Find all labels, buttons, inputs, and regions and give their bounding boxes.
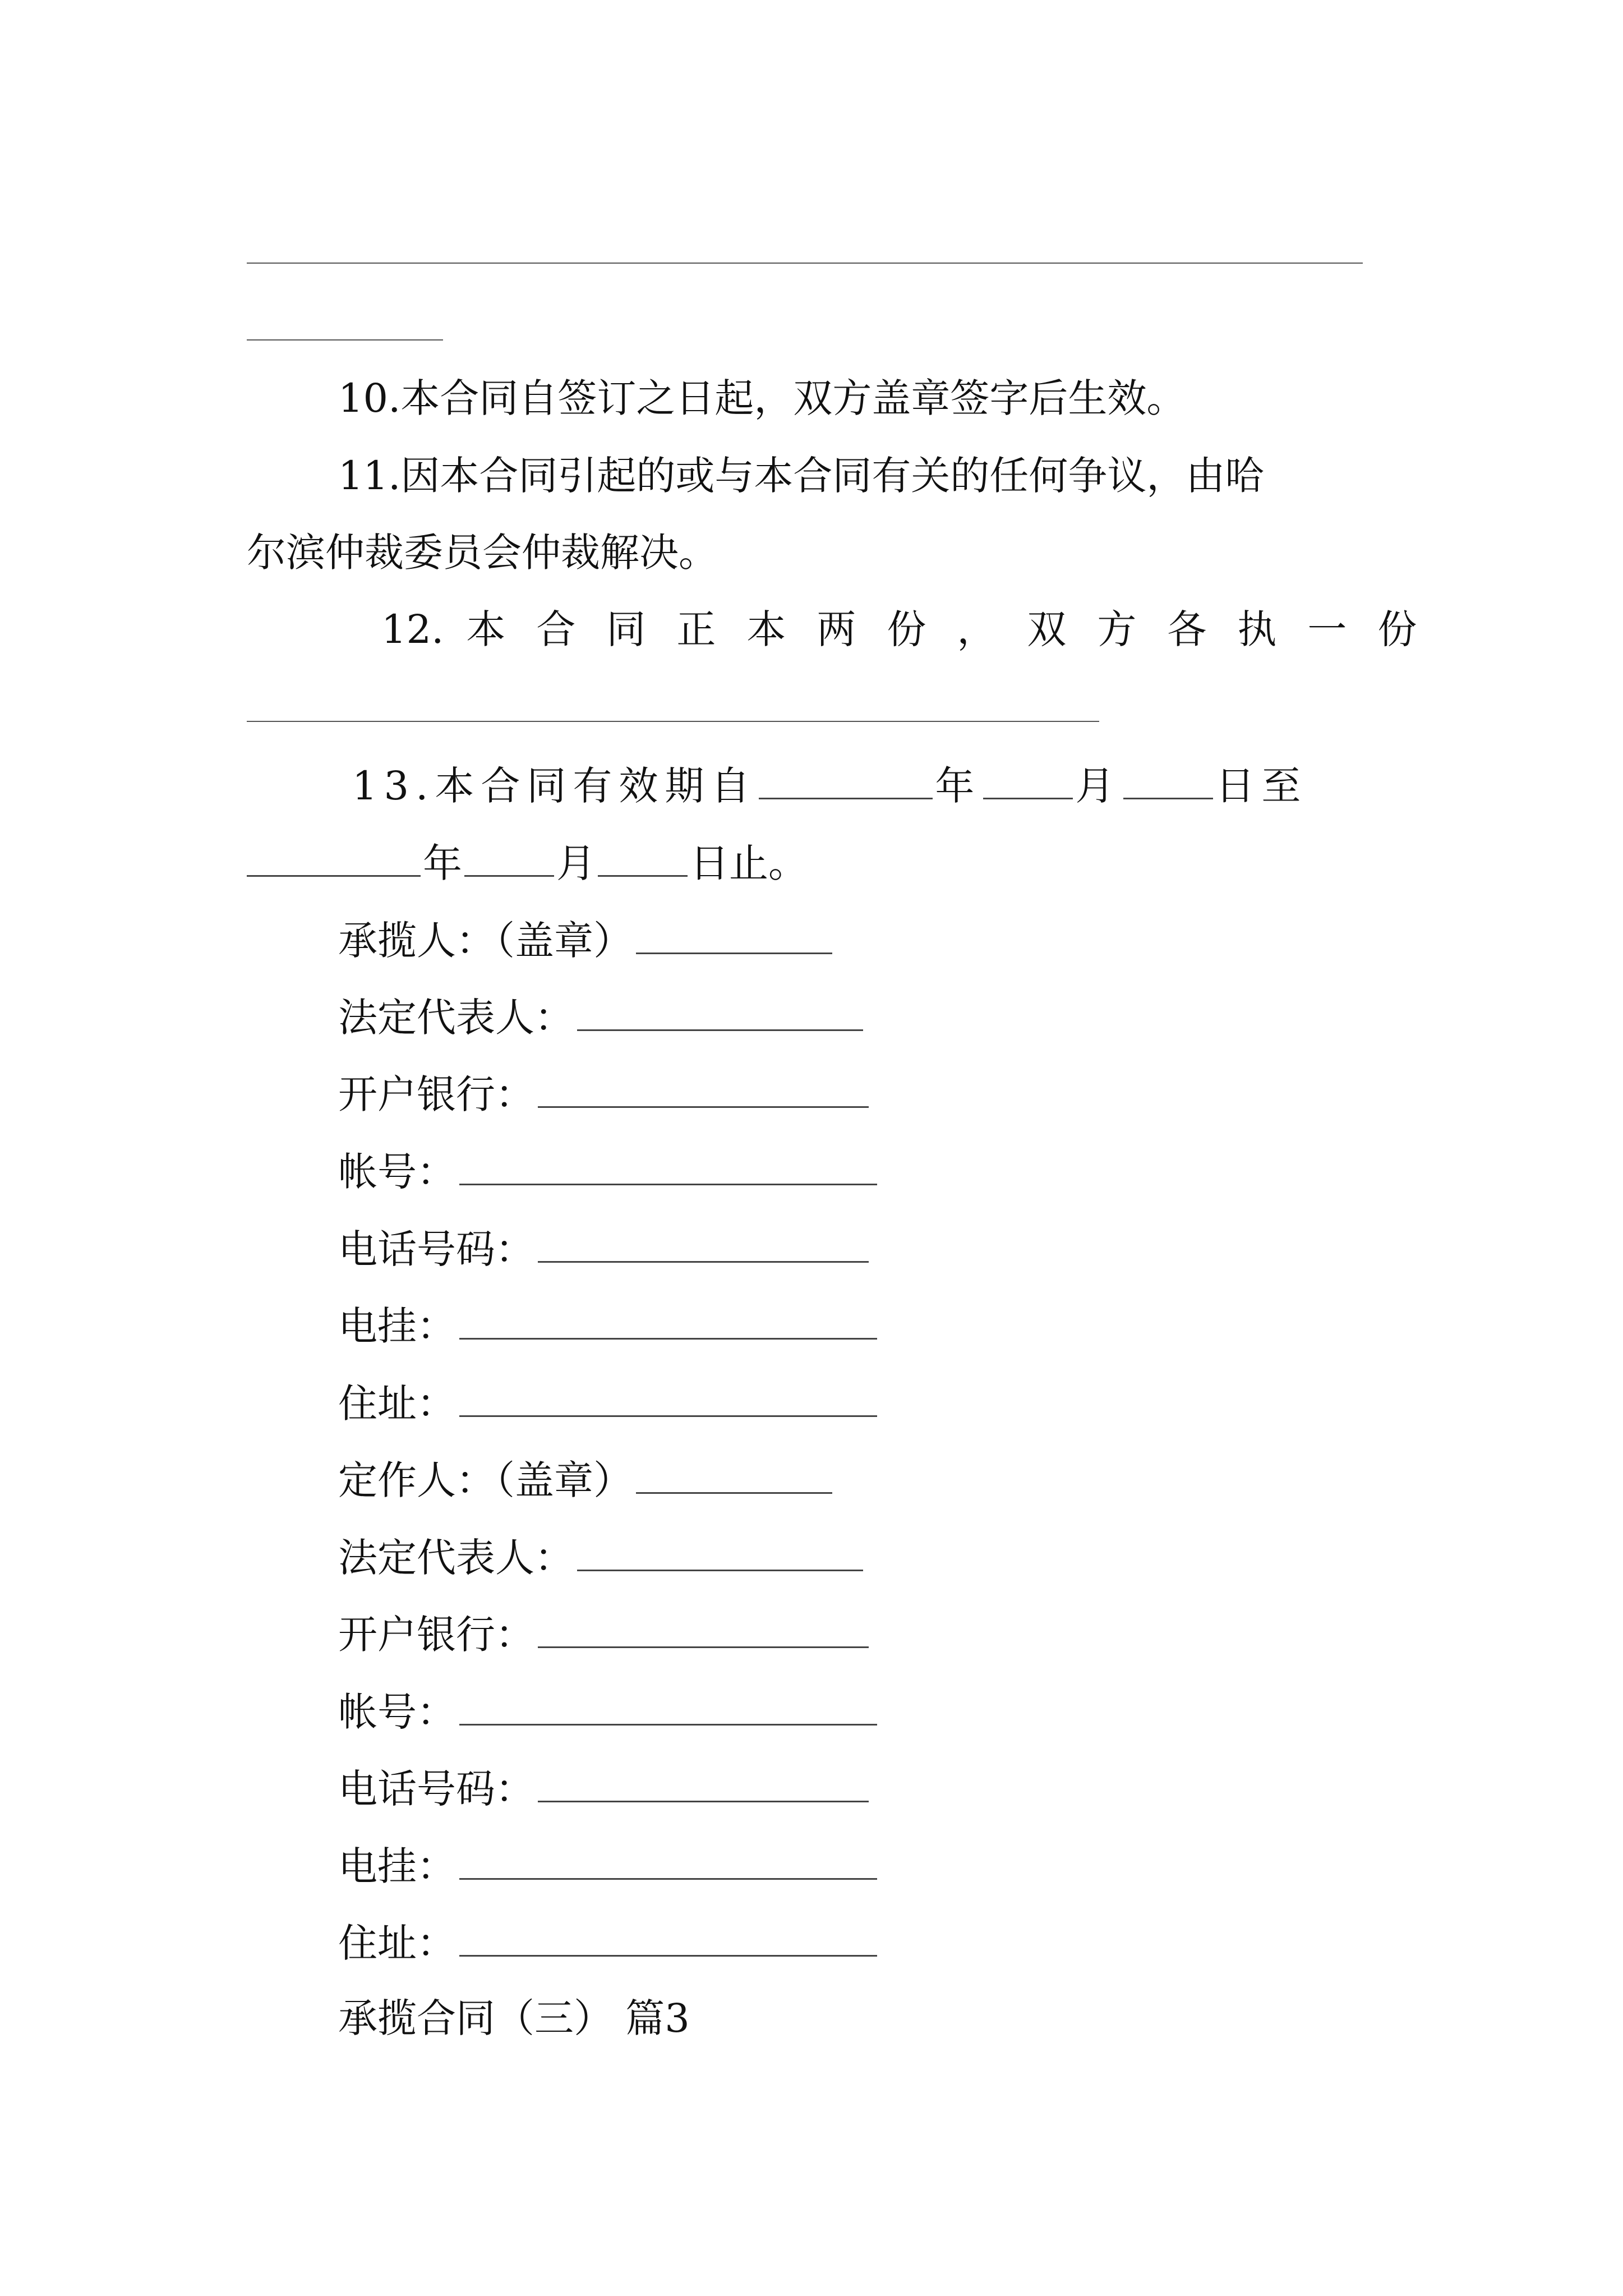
clause-13-line2 bbox=[247, 836, 808, 889]
contractor-legal-rep-blank[interactable] bbox=[577, 990, 863, 1031]
orderer-phone-label: 电话号码： bbox=[338, 1766, 534, 1812]
orderer-party-row bbox=[338, 1453, 834, 1506]
clause-13-month2: 月 bbox=[556, 840, 596, 886]
contractor-telegram-row bbox=[338, 1299, 879, 1351]
end-month-blank[interactable] bbox=[464, 836, 554, 877]
contractor-address-label: 住址： bbox=[338, 1381, 456, 1427]
orderer-account-row bbox=[338, 1685, 879, 1737]
orderer-legal-rep-label: 法定代表人： bbox=[338, 1535, 574, 1581]
contractor-phone-blank[interactable] bbox=[538, 1222, 869, 1263]
contractor-telegram-blank[interactable] bbox=[459, 1299, 877, 1340]
next-section-heading: 承揽合同（三） 篇3 bbox=[338, 1995, 690, 2041]
contractor-telegram-label: 电挂： bbox=[338, 1303, 456, 1349]
contractor-legal-rep-label: 法定代表人： bbox=[338, 995, 574, 1041]
orderer-account-blank[interactable] bbox=[459, 1685, 877, 1726]
clause-10: 10.本合同自签订之日起，双方盖章签字后生效。 bbox=[338, 375, 1186, 421]
blank-rule-top-long bbox=[247, 263, 1363, 264]
contractor-seal-blank[interactable] bbox=[636, 913, 832, 954]
contractor-phone-row bbox=[338, 1222, 871, 1274]
orderer-telegram-blank[interactable] bbox=[459, 1839, 877, 1880]
contractor-phone-label: 电话号码： bbox=[338, 1226, 534, 1272]
orderer-bank-label: 开户银行： bbox=[338, 1612, 534, 1658]
clause-11-line1: 11.因本合同引起的或与本合同有关的任何争议，由哈 bbox=[338, 453, 1265, 499]
clause-13-year2: 年 bbox=[423, 840, 462, 886]
orderer-bank-blank[interactable] bbox=[538, 1607, 869, 1648]
orderer-legal-rep-blank[interactable] bbox=[577, 1530, 863, 1571]
start-day-blank[interactable] bbox=[1123, 758, 1213, 799]
clause-13-month: 月 bbox=[1075, 763, 1122, 809]
clause-13-day-to: 日至 bbox=[1215, 763, 1308, 809]
contractor-party-row bbox=[338, 913, 834, 966]
orderer-telegram-label: 电挂： bbox=[338, 1843, 456, 1889]
clause-13-year: 年 bbox=[935, 763, 981, 809]
contractor-legal-rep-row bbox=[338, 990, 865, 1043]
orderer-account-label: 帐号： bbox=[338, 1689, 456, 1735]
clause-12-blank-rule bbox=[247, 721, 1099, 722]
end-year-blank[interactable] bbox=[247, 836, 421, 877]
clause-12 bbox=[381, 604, 1447, 655]
end-day-blank[interactable] bbox=[598, 836, 688, 877]
contractor-bank-label: 开户银行： bbox=[338, 1071, 534, 1117]
orderer-address-blank[interactable] bbox=[459, 1916, 877, 1957]
contractor-account-label: 帐号： bbox=[338, 1149, 456, 1195]
orderer-seal-blank[interactable] bbox=[636, 1453, 832, 1494]
clause-13-prefix: 13.本合同有效期自 bbox=[352, 763, 757, 809]
contractor-address-blank[interactable] bbox=[459, 1376, 877, 1417]
start-month-blank[interactable] bbox=[983, 758, 1073, 799]
clause-12-text: 本合同正本两份，双方各执一份 bbox=[466, 606, 1448, 652]
orderer-phone-blank[interactable] bbox=[538, 1761, 869, 1802]
clause-13-end: 日止。 bbox=[690, 840, 808, 886]
start-year-blank[interactable] bbox=[759, 758, 933, 799]
orderer-party-label: 定作人：（盖章） bbox=[338, 1457, 633, 1503]
clause-13-line1 bbox=[352, 758, 1307, 811]
orderer-phone-row bbox=[338, 1761, 871, 1814]
orderer-bank-row bbox=[338, 1607, 871, 1660]
orderer-telegram-row bbox=[338, 1839, 879, 1892]
contractor-bank-blank[interactable] bbox=[538, 1067, 869, 1108]
orderer-address-label: 住址： bbox=[338, 1920, 456, 1966]
blank-rule-top-short bbox=[247, 339, 443, 341]
clause-12-number: 12. bbox=[381, 606, 444, 652]
contractor-address-row bbox=[338, 1376, 879, 1429]
contractor-account-row bbox=[338, 1144, 879, 1197]
contractor-bank-row bbox=[338, 1067, 871, 1120]
contractor-party-label: 承揽人：（盖章） bbox=[338, 918, 633, 964]
contractor-account-blank[interactable] bbox=[459, 1144, 877, 1185]
orderer-legal-rep-row bbox=[338, 1530, 865, 1583]
orderer-address-row bbox=[338, 1916, 879, 1968]
clause-11-line2: 尔滨仲裁委员会仲裁解决。 bbox=[247, 530, 718, 576]
